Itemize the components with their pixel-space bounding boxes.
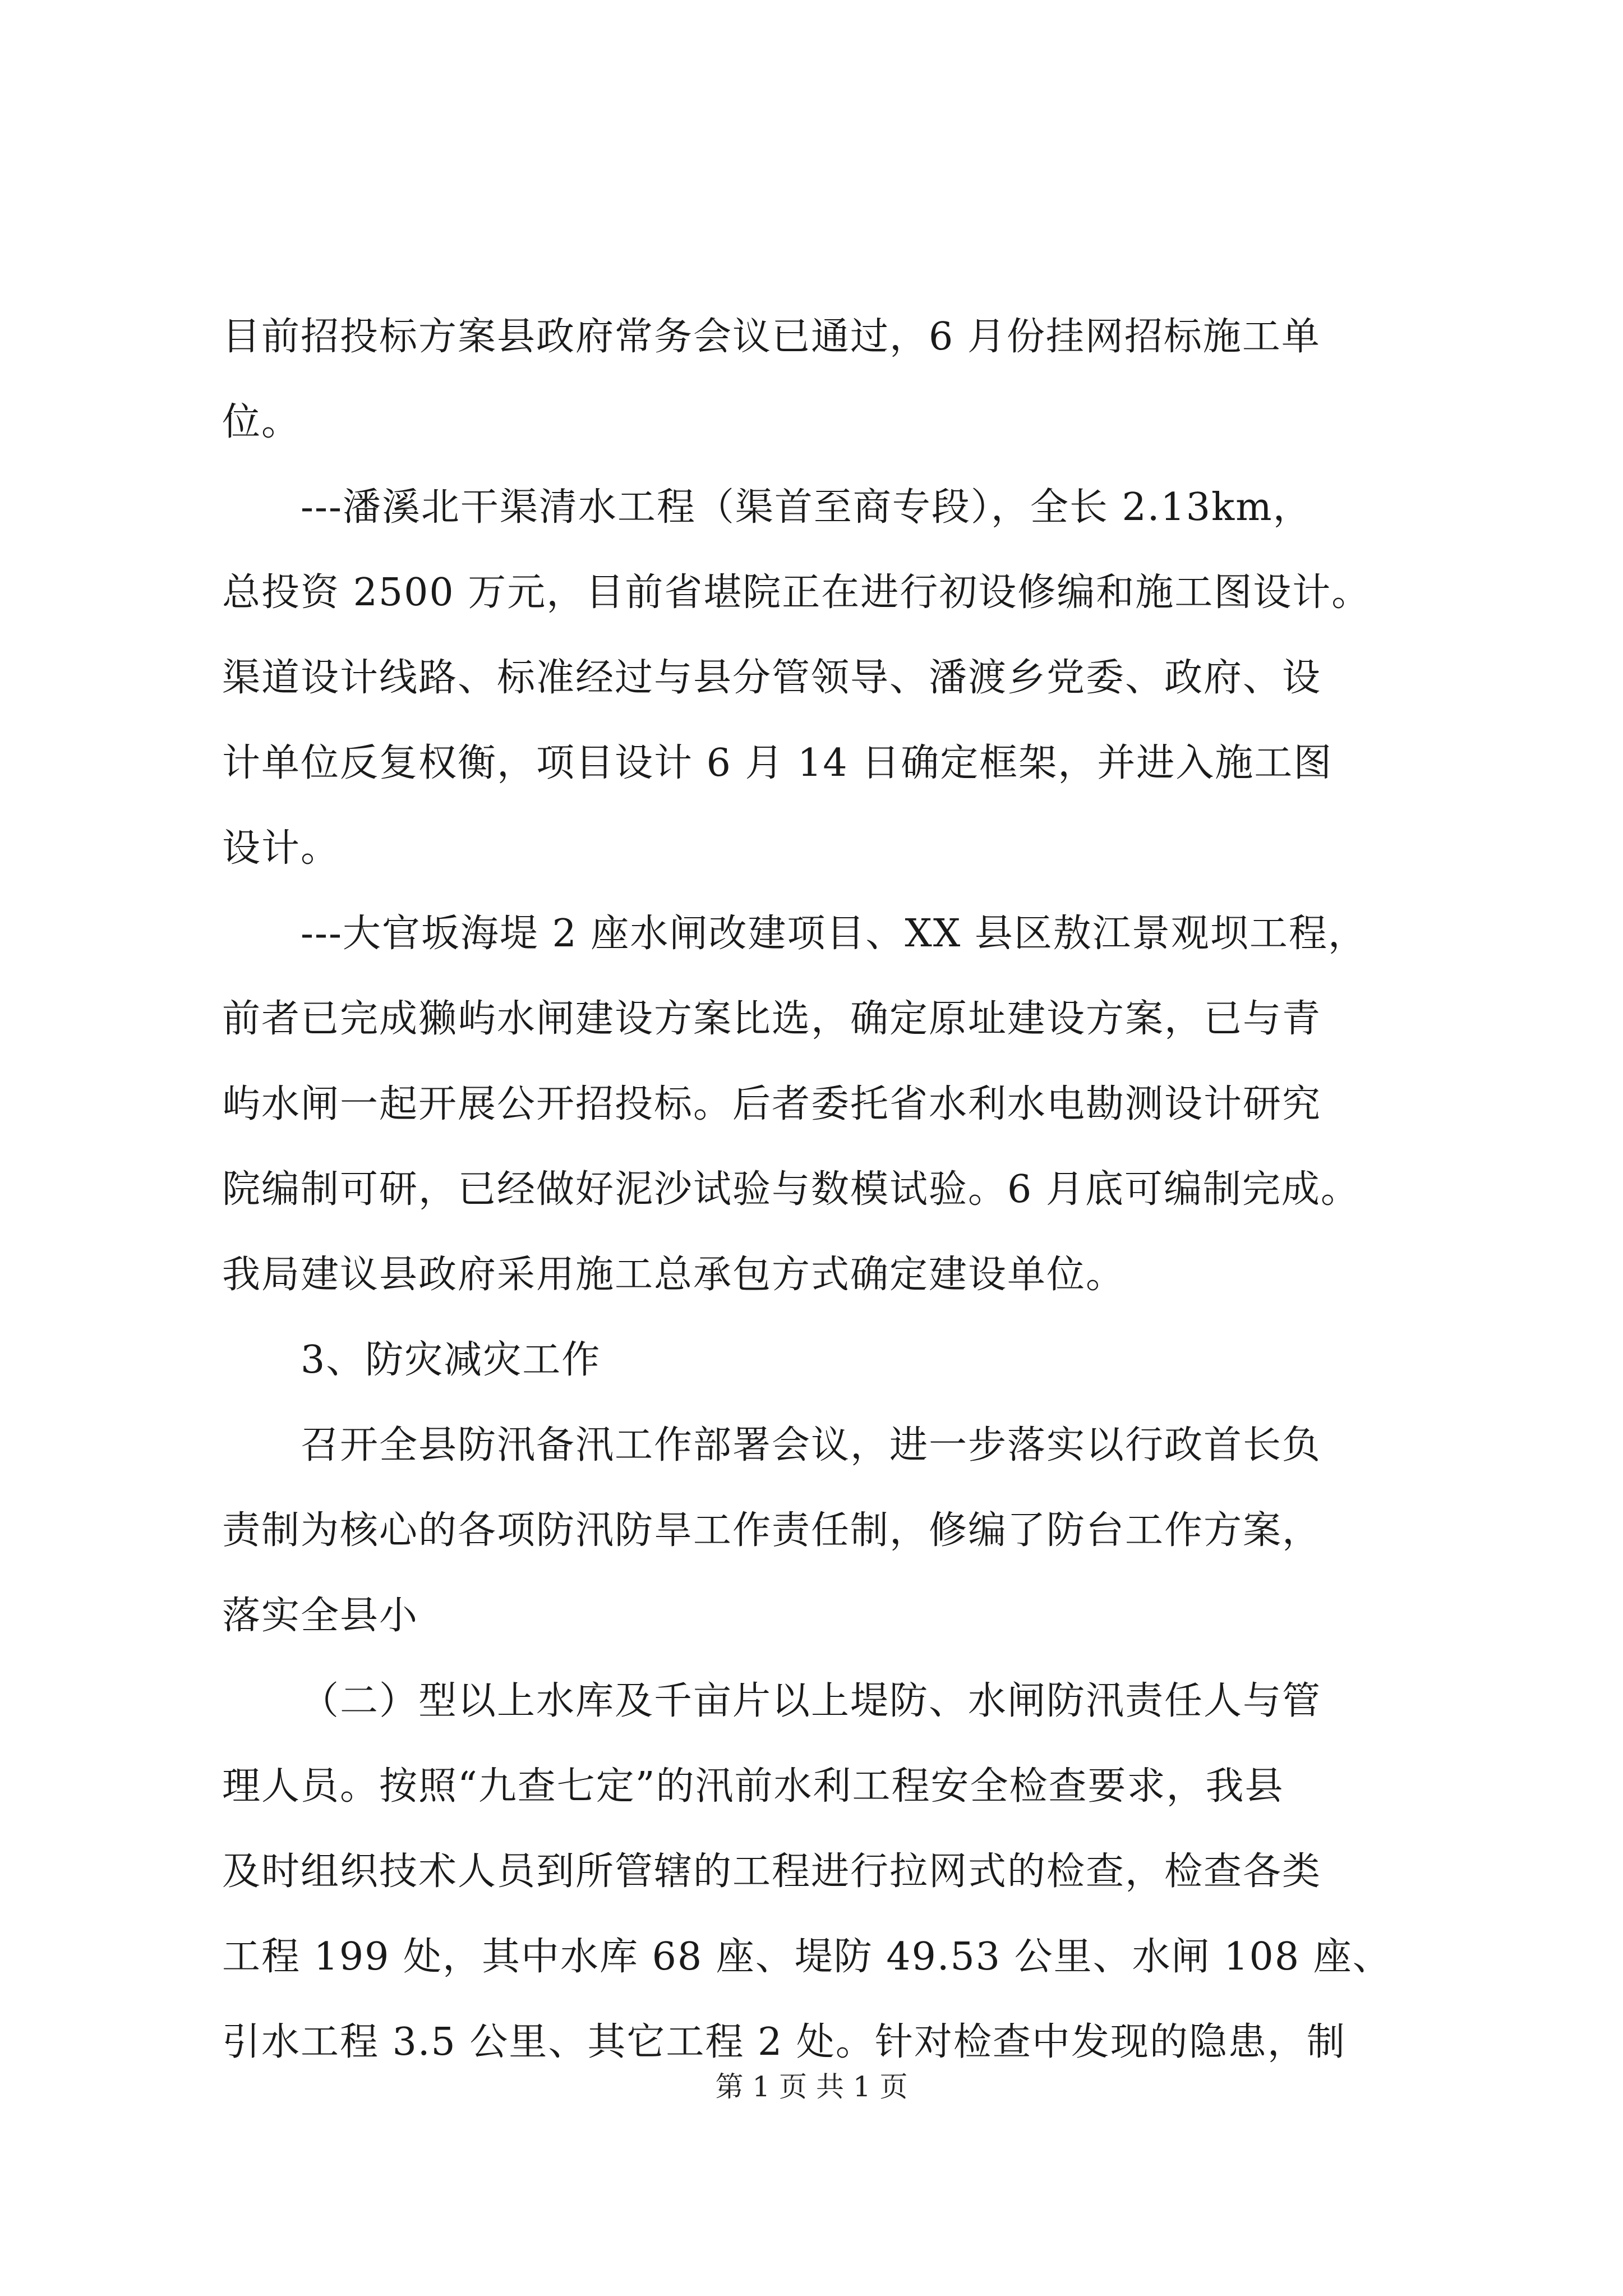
document-body (222, 295, 1422, 2085)
page-footer: 第 1 页 共 1 页 (715, 2070, 908, 2103)
text-line: 引水工程 3.5 公里、其它工程 2 处。针对检查中发现的隐患，制 (222, 2020, 1346, 2064)
text-line: 召开全县防汛备汛工作部署会议，进一步落实以行政首长负 (301, 1423, 1322, 1467)
text-line: ---潘溪北干渠清水工程（渠首至商专段），全长 2.13km， (301, 485, 1312, 530)
text-line: 理人员。按照“九查七定”的汛前水利工程安全检查要求，我县 (222, 1764, 1284, 1809)
text-line: 屿水闸一起开展公开招投标。后者委托省水利水电勘测设计研究 (222, 1082, 1322, 1126)
text-line: 渠道设计线路、标准经过与县分管领导、潘渡乡党委、政府、设 (222, 656, 1322, 700)
text-line: 及时组织技术人员到所管辖的工程进行拉网式的检查，检查各类 (222, 1849, 1322, 1894)
text-line: 3、防灾减灾工作 (301, 1338, 601, 1382)
text-line: 工程 199 处，其中水库 68 座、堤防 49.53 公里、水闸 108 座、 (222, 1935, 1392, 1979)
text-line: 计单位反复权衡，项目设计 6 月 14 日确定框架，并进入施工图 (222, 741, 1333, 785)
text-line: 我局建议县政府采用施工总承包方式确定建设单位。 (222, 1253, 1126, 1297)
text-line: 位。 (222, 400, 301, 444)
text-line: 目前招投标方案县政府常务会议已通过，6 月份挂网招标施工单 (222, 315, 1321, 359)
text-line: 前者已完成獭屿水闸建设方案比选，确定原址建设方案，已与青 (222, 997, 1322, 1041)
text-line: ---大官坂海堤 2 座水闸改建项目、XX 县区敖江景观坝工程， (301, 912, 1367, 956)
text-line: 总投资 2500 万元，目前省堪院正在进行初设修编和施工图设计。 (222, 570, 1371, 615)
text-line: 落实全县小 (222, 1594, 419, 1638)
text-line: （二）型以上水库及千亩片以上堤防、水闸防汛责任人与管 (301, 1679, 1322, 1723)
text-line: 设计。 (222, 826, 340, 871)
text-line: 院编制可研，已经做好泥沙试验与数模试验。6 月底可编制完成。 (222, 1167, 1360, 1212)
text-line: 责制为核心的各项防汛防旱工作责任制，修编了防台工作方案， (222, 1508, 1322, 1553)
